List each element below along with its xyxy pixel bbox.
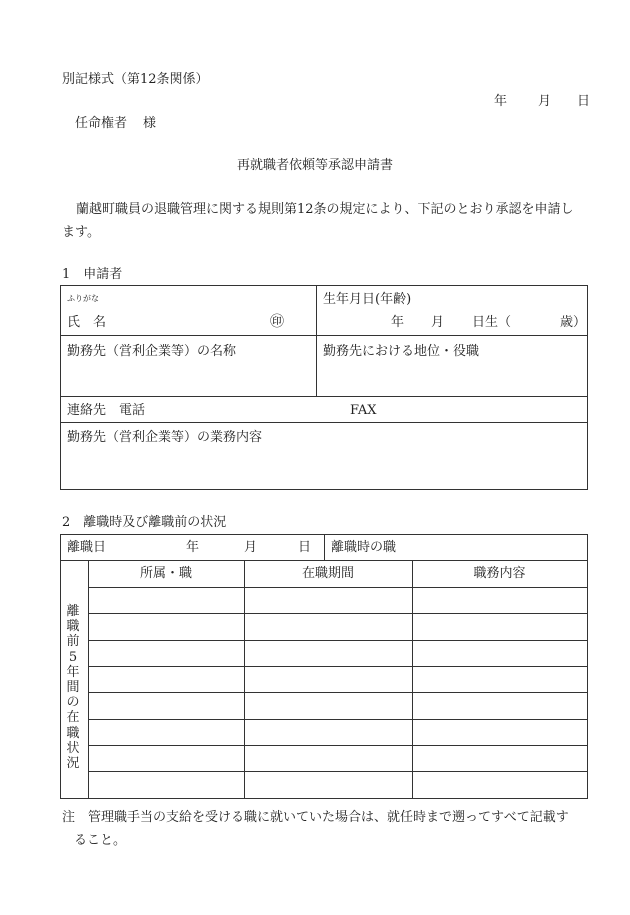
birth-day-label: 日生（ [472,315,512,330]
retire-day-label: 日 [298,540,312,555]
column-header-affiliation: 所属・職 [139,566,192,581]
date-year-label: 年 [494,94,508,109]
employer-name-label: 勤務先（営利企業等）の名称 [67,344,237,359]
fax-label: FAX [350,403,377,418]
intro-line-1: 蘭越町職員の退職管理に関する規則第12条の規定により、下記のとおり承認を申請し [76,202,574,217]
intro-line-2: ます。 [62,225,100,240]
birthdate-label: 生年月日(年齢) [323,292,412,307]
retire-date-label: 離職日 [67,540,107,555]
retire-month-label: 月 [244,540,258,555]
column-header-duties: 職務内容 [473,566,526,581]
retire-post-label: 離職時の職 [331,540,397,555]
birth-month-label: 月 [431,315,445,330]
age-label: 歳） [560,315,587,330]
contact-phone-label: 連絡先 電話 [67,403,146,418]
name-label: 氏 名 [67,315,107,330]
section2-heading: 2 離職時及び離職前の状況 [62,515,227,530]
addressee-honorific: 様 [143,116,157,131]
date-month-label: 月 [538,94,552,109]
position-label: 勤務先における地位・役職 [323,344,480,359]
form-label: 別記様式（第12条関係） [62,72,209,87]
note-line-1: 注 管理職手当の支給を受ける職に就いていた場合は、就任時まで遡ってすべて記載す [62,810,569,825]
document-title: 再就職者依頼等承認申請書 [236,158,393,173]
business-content-label: 勤務先（営利企業等）の業務内容 [67,430,263,445]
vertical-label: 離 職 前 5 年 間 の 在 職 状 況 [66,604,80,772]
section1-heading: 1 申請者 [62,267,123,282]
retire-year-label: 年 [186,540,200,555]
seal-mark: ㊞ [270,314,284,330]
addressee: 任命権者 [75,116,128,131]
date-day-label: 日 [577,94,591,109]
note-line-2: ること。 [74,833,127,848]
birth-year-label: 年 [391,315,405,330]
column-header-period: 在職期間 [301,566,354,581]
furigana-label: ふりがな [67,294,99,303]
